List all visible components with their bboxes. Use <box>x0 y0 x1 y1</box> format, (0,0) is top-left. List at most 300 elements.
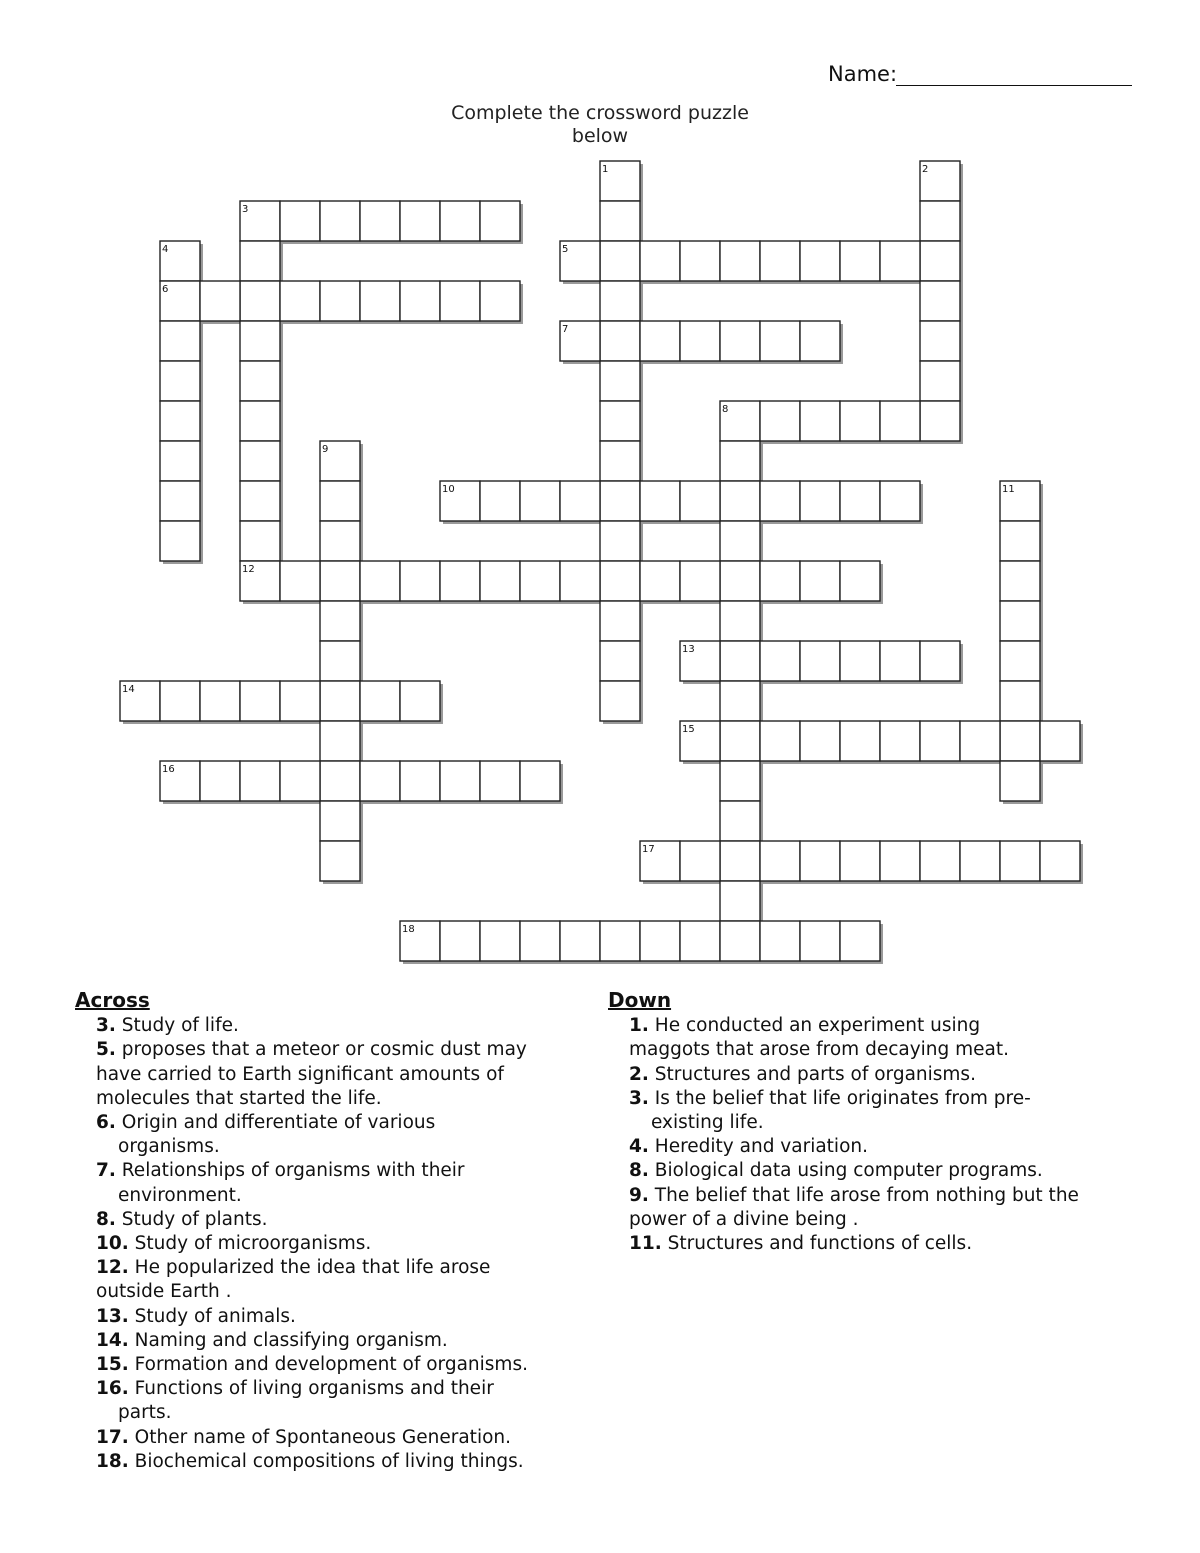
grid-cell-box[interactable] <box>800 921 840 961</box>
grid-cell-box[interactable] <box>280 201 320 241</box>
grid-cell[interactable] <box>320 561 360 601</box>
grid-cell-box[interactable] <box>920 361 960 401</box>
grid-cell-box[interactable] <box>600 201 640 241</box>
grid-cell-box[interactable] <box>280 281 320 321</box>
grid-cell-box[interactable] <box>640 241 680 281</box>
grid-cell[interactable] <box>720 761 760 801</box>
grid-cell[interactable] <box>640 321 680 361</box>
grid-cell-box[interactable] <box>480 201 520 241</box>
grid-cell-box[interactable] <box>1000 721 1040 761</box>
grid-cell-box[interactable] <box>640 921 680 961</box>
grid-cell[interactable] <box>800 721 840 761</box>
grid-cell-box[interactable] <box>640 321 680 361</box>
grid-cell-box[interactable] <box>800 841 840 881</box>
grid-cell-box[interactable] <box>720 921 760 961</box>
grid-cell-box[interactable] <box>600 561 640 601</box>
grid-cell-box[interactable] <box>240 401 280 441</box>
grid-cell-box[interactable] <box>800 641 840 681</box>
grid-cell-box[interactable] <box>800 481 840 521</box>
grid-cell[interactable] <box>920 201 960 241</box>
grid-cell[interactable] <box>920 841 960 881</box>
grid-cell[interactable] <box>320 441 360 481</box>
grid-cell-box[interactable] <box>240 361 280 401</box>
grid-cell[interactable] <box>880 641 920 681</box>
grid-cell[interactable] <box>600 401 640 441</box>
grid-cell[interactable] <box>160 361 200 401</box>
grid-cell-box[interactable] <box>320 681 360 721</box>
grid-cell-box[interactable] <box>800 321 840 361</box>
grid-cell[interactable] <box>720 241 760 281</box>
grid-cell-box[interactable] <box>680 481 720 521</box>
grid-cell[interactable] <box>240 281 280 321</box>
grid-cell[interactable] <box>640 561 680 601</box>
grid-cell-box[interactable] <box>160 681 200 721</box>
grid-cell[interactable] <box>920 321 960 361</box>
grid-cell-box[interactable] <box>240 241 280 281</box>
grid-cell[interactable] <box>280 201 320 241</box>
grid-cell[interactable] <box>320 681 360 721</box>
grid-cell-box[interactable] <box>720 561 760 601</box>
grid-cell[interactable] <box>240 201 280 241</box>
grid-cell-box[interactable] <box>440 921 480 961</box>
grid-cell[interactable] <box>480 481 520 521</box>
grid-cell-box[interactable] <box>800 561 840 601</box>
grid-cell[interactable] <box>440 201 480 241</box>
grid-cell-box[interactable] <box>920 401 960 441</box>
grid-cell[interactable] <box>560 321 600 361</box>
grid-cell-box[interactable] <box>800 401 840 441</box>
grid-cell[interactable] <box>880 241 920 281</box>
grid-cell[interactable] <box>1000 641 1040 681</box>
grid-cell-box[interactable] <box>360 561 400 601</box>
grid-cell-box[interactable] <box>840 241 880 281</box>
grid-cell-box[interactable] <box>240 441 280 481</box>
grid-cell[interactable] <box>720 401 760 441</box>
grid-cell[interactable] <box>240 521 280 561</box>
grid-cell[interactable] <box>160 681 200 721</box>
grid-cell[interactable] <box>320 641 360 681</box>
grid-cell-box[interactable] <box>600 321 640 361</box>
grid-cell-box[interactable] <box>160 361 200 401</box>
grid-cell[interactable] <box>720 881 760 921</box>
grid-cell[interactable] <box>800 561 840 601</box>
grid-cell[interactable] <box>600 601 640 641</box>
grid-cell[interactable] <box>640 921 680 961</box>
grid-cell-box[interactable] <box>720 321 760 361</box>
grid-cell-box[interactable] <box>880 241 920 281</box>
grid-cell[interactable] <box>760 641 800 681</box>
grid-cell[interactable] <box>720 801 760 841</box>
grid-cell[interactable] <box>840 641 880 681</box>
grid-cell-box[interactable] <box>320 641 360 681</box>
grid-cell[interactable] <box>240 561 280 601</box>
grid-cell[interactable] <box>560 241 600 281</box>
grid-cell-box[interactable] <box>600 641 640 681</box>
grid-cell-box[interactable] <box>360 281 400 321</box>
grid-cell-box[interactable] <box>200 761 240 801</box>
grid-cell-box[interactable] <box>840 921 880 961</box>
grid-cell-box[interactable] <box>440 281 480 321</box>
grid-cell[interactable] <box>720 521 760 561</box>
grid-cell-box[interactable] <box>920 641 960 681</box>
grid-cell-box[interactable] <box>280 761 320 801</box>
grid-cell-box[interactable] <box>320 761 360 801</box>
grid-cell[interactable] <box>760 241 800 281</box>
grid-cell[interactable] <box>400 201 440 241</box>
grid-cell-box[interactable] <box>200 681 240 721</box>
grid-cell-box[interactable] <box>720 801 760 841</box>
grid-cell-box[interactable] <box>160 401 200 441</box>
grid-cell[interactable] <box>720 921 760 961</box>
grid-cell[interactable] <box>400 561 440 601</box>
grid-cell-box[interactable] <box>880 641 920 681</box>
grid-cell[interactable] <box>1000 521 1040 561</box>
grid-cell[interactable] <box>600 521 640 561</box>
grid-cell[interactable] <box>480 201 520 241</box>
grid-cell[interactable] <box>160 521 200 561</box>
grid-cell[interactable] <box>800 921 840 961</box>
grid-cell[interactable] <box>240 401 280 441</box>
grid-cell[interactable] <box>280 281 320 321</box>
grid-cell-box[interactable] <box>760 721 800 761</box>
grid-cell-box[interactable] <box>840 401 880 441</box>
grid-cell[interactable] <box>280 561 320 601</box>
grid-cell-box[interactable] <box>440 201 480 241</box>
grid-cell[interactable] <box>320 841 360 881</box>
grid-cell[interactable] <box>720 441 760 481</box>
grid-cell[interactable] <box>1040 841 1080 881</box>
grid-cell-box[interactable] <box>560 921 600 961</box>
grid-cell[interactable] <box>280 761 320 801</box>
grid-cell-box[interactable] <box>320 721 360 761</box>
grid-cell-box[interactable] <box>760 561 800 601</box>
grid-cell-box[interactable] <box>240 681 280 721</box>
grid-cell[interactable] <box>240 681 280 721</box>
grid-cell-box[interactable] <box>360 761 400 801</box>
grid-cell[interactable] <box>440 761 480 801</box>
grid-cell-box[interactable] <box>600 441 640 481</box>
grid-cell[interactable] <box>720 321 760 361</box>
grid-cell[interactable] <box>720 481 760 521</box>
grid-cell[interactable] <box>720 561 760 601</box>
grid-cell[interactable] <box>520 481 560 521</box>
grid-cell[interactable] <box>320 761 360 801</box>
grid-cell[interactable] <box>840 481 880 521</box>
grid-cell[interactable] <box>440 561 480 601</box>
grid-cell[interactable] <box>600 921 640 961</box>
grid-cell[interactable] <box>920 361 960 401</box>
grid-cell[interactable] <box>680 321 720 361</box>
grid-cell[interactable] <box>600 641 640 681</box>
grid-cell-box[interactable] <box>800 241 840 281</box>
grid-cell[interactable] <box>1000 841 1040 881</box>
grid-cell-box[interactable] <box>400 761 440 801</box>
grid-cell[interactable] <box>480 281 520 321</box>
grid-cell[interactable] <box>920 161 960 201</box>
grid-cell[interactable] <box>520 561 560 601</box>
grid-cell-box[interactable] <box>880 721 920 761</box>
grid-cell-box[interactable] <box>640 481 680 521</box>
grid-cell-box[interactable] <box>920 241 960 281</box>
grid-cell-box[interactable] <box>1000 841 1040 881</box>
grid-cell-box[interactable] <box>760 921 800 961</box>
grid-cell-box[interactable] <box>880 841 920 881</box>
grid-cell[interactable] <box>800 841 840 881</box>
grid-cell-box[interactable] <box>400 201 440 241</box>
grid-cell-box[interactable] <box>1000 681 1040 721</box>
grid-cell-box[interactable] <box>480 761 520 801</box>
grid-cell-box[interactable] <box>280 561 320 601</box>
grid-cell-box[interactable] <box>400 681 440 721</box>
grid-cell[interactable] <box>600 361 640 401</box>
grid-cell[interactable] <box>840 241 880 281</box>
grid-cell-box[interactable] <box>720 761 760 801</box>
grid-cell[interactable] <box>600 321 640 361</box>
grid-cell[interactable] <box>400 921 440 961</box>
grid-cell[interactable] <box>600 241 640 281</box>
grid-cell[interactable] <box>760 561 800 601</box>
grid-cell[interactable] <box>840 921 880 961</box>
grid-cell-box[interactable] <box>760 401 800 441</box>
grid-cell[interactable] <box>760 401 800 441</box>
grid-cell-box[interactable] <box>480 281 520 321</box>
grid-cell-box[interactable] <box>680 921 720 961</box>
grid-cell-box[interactable] <box>560 561 600 601</box>
grid-cell[interactable] <box>160 761 200 801</box>
grid-cell[interactable] <box>480 761 520 801</box>
grid-cell[interactable] <box>600 681 640 721</box>
grid-cell[interactable] <box>240 761 280 801</box>
grid-cell-box[interactable] <box>920 201 960 241</box>
grid-cell-box[interactable] <box>720 681 760 721</box>
grid-cell[interactable] <box>800 321 840 361</box>
grid-cell-box[interactable] <box>520 761 560 801</box>
grid-cell[interactable] <box>400 681 440 721</box>
grid-cell-box[interactable] <box>760 481 800 521</box>
grid-cell-box[interactable] <box>840 841 880 881</box>
grid-cell[interactable] <box>880 721 920 761</box>
grid-cell-box[interactable] <box>680 841 720 881</box>
grid-cell-box[interactable] <box>600 281 640 321</box>
grid-cell-box[interactable] <box>360 201 400 241</box>
grid-cell[interactable] <box>720 601 760 641</box>
grid-cell-box[interactable] <box>760 241 800 281</box>
grid-cell[interactable] <box>920 281 960 321</box>
grid-cell-box[interactable] <box>720 481 760 521</box>
grid-cell-box[interactable] <box>320 201 360 241</box>
grid-cell-box[interactable] <box>920 841 960 881</box>
grid-cell-box[interactable] <box>840 561 880 601</box>
grid-cell-box[interactable] <box>240 321 280 361</box>
grid-cell[interactable] <box>1000 761 1040 801</box>
grid-cell-box[interactable] <box>520 921 560 961</box>
grid-cell-box[interactable] <box>520 561 560 601</box>
grid-cell[interactable] <box>720 841 760 881</box>
grid-cell-box[interactable] <box>840 721 880 761</box>
grid-cell-box[interactable] <box>800 721 840 761</box>
grid-cell-box[interactable] <box>680 561 720 601</box>
grid-cell[interactable] <box>920 641 960 681</box>
grid-cell[interactable] <box>160 441 200 481</box>
grid-cell-box[interactable] <box>840 641 880 681</box>
grid-cell-box[interactable] <box>320 281 360 321</box>
grid-cell-box[interactable] <box>320 481 360 521</box>
grid-cell[interactable] <box>320 521 360 561</box>
grid-cell[interactable] <box>360 201 400 241</box>
grid-cell[interactable] <box>320 601 360 641</box>
grid-cell-box[interactable] <box>600 361 640 401</box>
grid-cell-box[interactable] <box>1000 521 1040 561</box>
grid-cell-box[interactable] <box>960 841 1000 881</box>
grid-cell[interactable] <box>400 281 440 321</box>
grid-cell[interactable] <box>200 281 240 321</box>
grid-cell[interactable] <box>680 481 720 521</box>
grid-cell-box[interactable] <box>600 681 640 721</box>
grid-cell[interactable] <box>320 481 360 521</box>
grid-cell[interactable] <box>360 561 400 601</box>
grid-cell-box[interactable] <box>480 481 520 521</box>
grid-cell[interactable] <box>760 841 800 881</box>
grid-cell[interactable] <box>800 241 840 281</box>
grid-cell[interactable] <box>600 481 640 521</box>
grid-cell[interactable] <box>800 641 840 681</box>
grid-cell-box[interactable] <box>360 681 400 721</box>
grid-cell[interactable] <box>760 321 800 361</box>
grid-cell[interactable] <box>1040 721 1080 761</box>
grid-cell[interactable] <box>240 241 280 281</box>
grid-cell[interactable] <box>720 681 760 721</box>
grid-cell[interactable] <box>840 721 880 761</box>
grid-cell[interactable] <box>240 321 280 361</box>
grid-cell-box[interactable] <box>720 601 760 641</box>
grid-cell[interactable] <box>880 841 920 881</box>
grid-cell-box[interactable] <box>400 281 440 321</box>
grid-cell-box[interactable] <box>960 721 1000 761</box>
grid-cell-box[interactable] <box>600 921 640 961</box>
grid-cell-box[interactable] <box>440 761 480 801</box>
grid-cell[interactable] <box>1000 481 1040 521</box>
grid-cell[interactable] <box>160 481 200 521</box>
grid-cell-box[interactable] <box>320 521 360 561</box>
grid-cell[interactable] <box>200 681 240 721</box>
grid-cell[interactable] <box>520 921 560 961</box>
grid-cell[interactable] <box>280 681 320 721</box>
grid-cell-box[interactable] <box>1000 561 1040 601</box>
grid-cell[interactable] <box>320 801 360 841</box>
grid-cell[interactable] <box>680 721 720 761</box>
grid-cell[interactable] <box>1000 601 1040 641</box>
grid-cell[interactable] <box>880 401 920 441</box>
grid-cell-box[interactable] <box>720 721 760 761</box>
grid-cell[interactable] <box>120 681 160 721</box>
grid-cell-box[interactable] <box>720 881 760 921</box>
grid-cell-box[interactable] <box>1000 641 1040 681</box>
grid-cell-box[interactable] <box>720 241 760 281</box>
grid-cell-box[interactable] <box>760 641 800 681</box>
grid-cell-box[interactable] <box>240 481 280 521</box>
grid-cell[interactable] <box>680 841 720 881</box>
grid-cell-box[interactable] <box>240 281 280 321</box>
grid-cell-box[interactable] <box>240 761 280 801</box>
grid-cell[interactable] <box>520 761 560 801</box>
grid-cell[interactable] <box>640 481 680 521</box>
grid-cell-box[interactable] <box>480 561 520 601</box>
grid-cell-box[interactable] <box>560 481 600 521</box>
grid-cell-box[interactable] <box>920 721 960 761</box>
grid-cell-box[interactable] <box>160 521 200 561</box>
grid-cell[interactable] <box>920 401 960 441</box>
grid-cell-box[interactable] <box>600 481 640 521</box>
grid-cell-box[interactable] <box>920 281 960 321</box>
grid-cell[interactable] <box>880 481 920 521</box>
grid-cell-box[interactable] <box>320 841 360 881</box>
grid-cell[interactable] <box>840 561 880 601</box>
grid-cell[interactable] <box>440 481 480 521</box>
grid-cell-box[interactable] <box>600 401 640 441</box>
grid-cell-box[interactable] <box>520 481 560 521</box>
grid-cell[interactable] <box>240 481 280 521</box>
grid-cell-box[interactable] <box>400 561 440 601</box>
grid-cell-box[interactable] <box>720 841 760 881</box>
grid-cell[interactable] <box>920 241 960 281</box>
grid-cell[interactable] <box>440 281 480 321</box>
grid-cell[interactable] <box>160 401 200 441</box>
grid-cell[interactable] <box>800 481 840 521</box>
grid-cell[interactable] <box>360 681 400 721</box>
grid-cell-box[interactable] <box>600 601 640 641</box>
grid-cell[interactable] <box>160 281 200 321</box>
grid-cell-box[interactable] <box>880 401 920 441</box>
grid-cell[interactable] <box>240 361 280 401</box>
grid-cell[interactable] <box>600 201 640 241</box>
grid-cell-box[interactable] <box>840 481 880 521</box>
grid-cell-box[interactable] <box>440 561 480 601</box>
grid-cell-box[interactable] <box>720 441 760 481</box>
grid-cell-box[interactable] <box>760 841 800 881</box>
grid-cell[interactable] <box>240 441 280 481</box>
grid-cell[interactable] <box>1000 681 1040 721</box>
grid-cell-box[interactable] <box>160 321 200 361</box>
grid-cell[interactable] <box>600 561 640 601</box>
grid-cell-box[interactable] <box>600 521 640 561</box>
grid-cell[interactable] <box>360 761 400 801</box>
grid-cell[interactable] <box>640 841 680 881</box>
grid-cell[interactable] <box>600 281 640 321</box>
grid-cell-box[interactable] <box>680 241 720 281</box>
grid-cell[interactable] <box>960 721 1000 761</box>
grid-cell-box[interactable] <box>320 801 360 841</box>
grid-cell-box[interactable] <box>1000 761 1040 801</box>
grid-cell[interactable] <box>480 921 520 961</box>
grid-cell[interactable] <box>360 281 400 321</box>
grid-cell-box[interactable] <box>320 561 360 601</box>
grid-cell[interactable] <box>960 841 1000 881</box>
grid-cell-box[interactable] <box>1000 601 1040 641</box>
grid-cell-box[interactable] <box>720 521 760 561</box>
grid-cell-box[interactable] <box>640 561 680 601</box>
grid-cell[interactable] <box>320 721 360 761</box>
grid-cell[interactable] <box>800 401 840 441</box>
grid-cell-box[interactable] <box>1040 841 1080 881</box>
grid-cell[interactable] <box>680 561 720 601</box>
grid-cell[interactable] <box>640 241 680 281</box>
grid-cell-box[interactable] <box>200 281 240 321</box>
grid-cell[interactable] <box>840 841 880 881</box>
grid-cell[interactable] <box>160 241 200 281</box>
grid-cell-box[interactable] <box>600 241 640 281</box>
grid-cell-box[interactable] <box>240 521 280 561</box>
grid-cell[interactable] <box>560 481 600 521</box>
